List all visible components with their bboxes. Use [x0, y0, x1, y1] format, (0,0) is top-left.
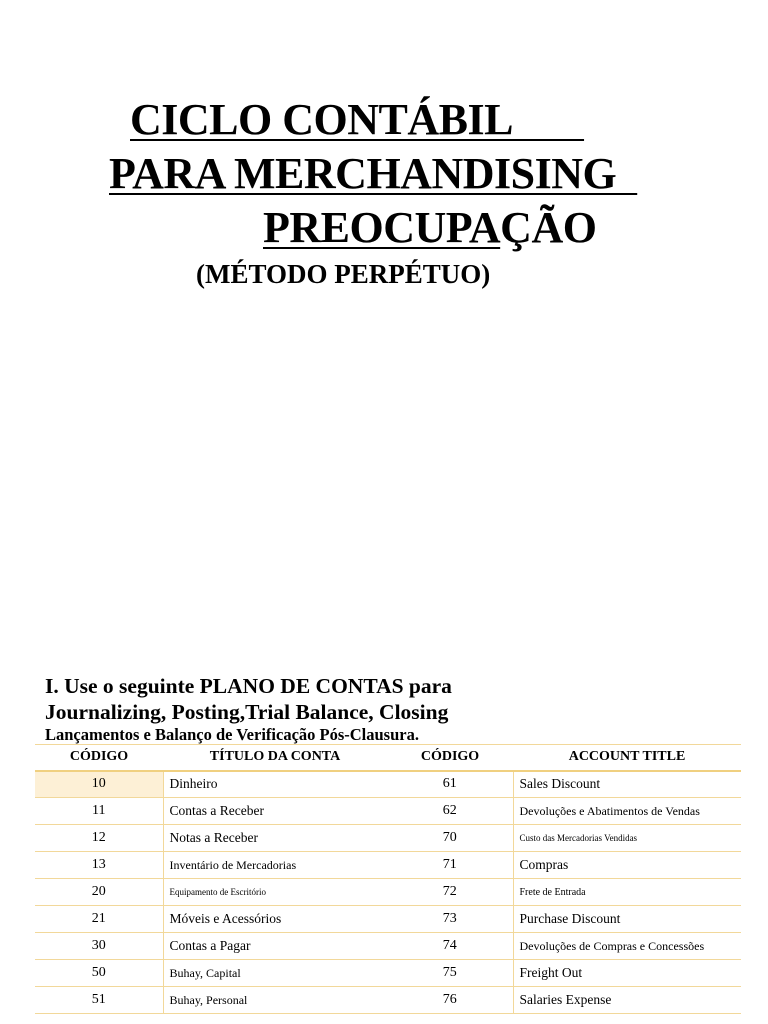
code-cell: 74: [387, 933, 513, 960]
header-code-1: CÓDIGO: [35, 745, 163, 771]
table-row: [35, 933, 741, 960]
table-row: [35, 987, 741, 1014]
code-cell: 10: [35, 771, 163, 798]
code-cell: 50: [35, 960, 163, 987]
code-cell: 72: [387, 879, 513, 906]
title-cell: Salaries Expense: [513, 987, 741, 1014]
title-line-3-underlined: PREOCUPA: [263, 203, 501, 252]
code-cell: 12: [35, 825, 163, 852]
code-cell: 21: [35, 906, 163, 933]
title-cell: Sales Discount: [513, 771, 741, 798]
title-cell: Notas a Receber: [163, 825, 387, 852]
title-cell: Dinheiro: [163, 771, 387, 798]
table-row: [35, 879, 741, 906]
code-cell: 62: [387, 798, 513, 825]
subtitle: (MÉTODO PERPÉTUO): [196, 259, 491, 289]
title-cell: Buhay, Capital: [163, 960, 387, 987]
title-cell: Custo das Mercadorias Vendidas: [513, 825, 741, 852]
title-cell: Inventário de Mercadorias: [163, 852, 387, 879]
intro-line-2: Journalizing, Posting,Trial Balance, Closing: [45, 700, 449, 724]
code-cell: 76: [387, 987, 513, 1014]
table-row: [35, 906, 741, 933]
table-row: [35, 852, 741, 879]
title-line-3-rest: ÇÃO: [500, 203, 597, 252]
title-line-2: PARA MERCHANDISING: [109, 149, 638, 198]
title-cell: Móveis e Acessórios: [163, 906, 387, 933]
title-cell: Frete de Entrada: [513, 879, 741, 906]
table-row: [35, 798, 741, 825]
title-line-1: CICLO CONTÁBIL: [130, 95, 585, 144]
code-cell: 30: [35, 933, 163, 960]
title-cell: Equipamento de Escritório: [163, 879, 387, 906]
code-cell: 70: [387, 825, 513, 852]
chart-of-accounts-table: [35, 744, 741, 1014]
title-cell: Purchase Discount: [513, 906, 741, 933]
code-cell: 75: [387, 960, 513, 987]
title-cell: Devoluções de Compras e Concessões: [513, 933, 741, 960]
table-row: [35, 825, 741, 852]
code-cell: 71: [387, 852, 513, 879]
header-account-title-en: ACCOUNT TITLE: [513, 745, 741, 771]
title-cell: Freight Out: [513, 960, 741, 987]
title-cell: Contas a Receber: [163, 798, 387, 825]
table-row: [35, 771, 741, 798]
header-code-2: CÓDIGO: [387, 745, 513, 771]
table-header-row: [35, 745, 741, 771]
title-cell: Buhay, Personal: [163, 987, 387, 1014]
intro-line-1: I. Use o seguinte PLANO DE CONTAS para: [45, 674, 452, 698]
title-line-3: [263, 202, 596, 254]
title-cell: Compras: [513, 852, 741, 879]
intro-line-3: Lançamentos e Balanço de Verificação Pós-Clausura.: [45, 725, 419, 744]
title-cell: Devoluções e Abatimentos de Vendas: [513, 798, 741, 825]
table-row: [35, 960, 741, 987]
code-cell: 51: [35, 987, 163, 1014]
code-cell: 20: [35, 879, 163, 906]
code-cell: 61: [387, 771, 513, 798]
title-cell: Contas a Pagar: [163, 933, 387, 960]
code-cell: 73: [387, 906, 513, 933]
header-account-title-pt: TÍTULO DA CONTA: [163, 745, 387, 771]
code-cell: 11: [35, 798, 163, 825]
code-cell: 13: [35, 852, 163, 879]
